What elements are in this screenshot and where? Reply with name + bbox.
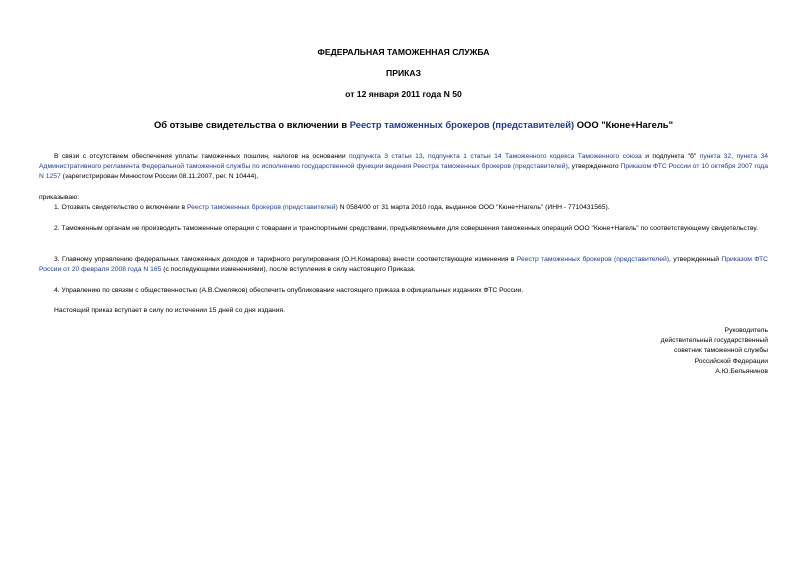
agency-heading: ФЕДЕРАЛЬНАЯ ТАМОЖЕННАЯ СЛУЖБА xyxy=(317,47,490,57)
signature-line: советник таможенной службы xyxy=(674,347,768,355)
title-text-pre: Об отзыве свидетельства о включении в xyxy=(153,119,350,130)
intro-text: В связи с отсутствием обеспечения уплаты таможенных пошлин, налогов на основании xyxy=(54,153,350,160)
item-1-paragraph xyxy=(39,203,768,213)
item-1-registry-link[interactable]: Реестр таможенных брокеров (представителей) xyxy=(186,204,338,211)
item-4-paragraph: 4. Управлению по связям с общественностью (А.В.Смеляков) обеспечить опубликование настоящего приказа в официальных изданиях ФТС России. xyxy=(54,287,524,294)
title-text-post: ООО "Кюне+Нагель" xyxy=(574,119,674,130)
title-registry-link[interactable]: Реестр таможенных брокеров (представителей) xyxy=(349,119,575,130)
intro-paragraph xyxy=(39,152,768,183)
item-2-paragraph: 2. Таможенным органам не производить таможенные операции с товарами и транспортными средствами, предъявляемыми для совершения таможенных операций ООО "Кюне+Нагель" по соответствующему свидетельству. xyxy=(54,225,759,232)
effective-date-paragraph: Настоящий приказ вступает в силу по истечении 15 дней со дня издания. xyxy=(54,307,286,314)
intro-text: , xyxy=(422,153,428,160)
item-3-block xyxy=(39,255,768,275)
item-1-block xyxy=(39,203,768,213)
signature-line: Руководитель xyxy=(724,327,768,334)
item-1-text: 1. Отозвать свидетельство о включении в xyxy=(54,204,187,211)
intro-text: и подпункта "б" xyxy=(641,153,700,160)
intro-paragraph-block xyxy=(39,152,768,183)
item-1-text: N 0584/00 от 31 марта 2010 года, выданное ООО "Кюне+Нагель" (ИНН - 7710431565). xyxy=(337,204,610,211)
item-3-text: , утвержденный xyxy=(669,256,722,263)
item-3-order-165-link[interactable]: Приказом ФТС России от 20 февраля 2008 года N 165 xyxy=(39,256,769,274)
intro-text: , утвержденного xyxy=(567,163,621,171)
item-4-block xyxy=(39,286,768,296)
item-2-block xyxy=(39,224,768,234)
item-3-paragraph xyxy=(39,255,768,275)
doc-type-heading: ПРИКАЗ xyxy=(386,68,421,78)
intro-link-order-1257[interactable]: Приказом ФТС России от 10 октября 2007 года N 1257 xyxy=(39,163,769,181)
intro-link-customs-code[interactable]: подпункта 1 статьи 14 Таможенного кодекса Таможенного союза xyxy=(427,153,642,160)
item-3-text: 3. Главному управлению федеральных таможенных доходов и тарифного регулирования (О.Н.Комарова) внести соответствующие изменения в xyxy=(54,256,517,263)
item-5-block xyxy=(39,306,768,316)
order-word: приказываю: xyxy=(39,194,80,201)
item-3-text: (с последующими изменениями), после вступления в силу настоящего Приказа. xyxy=(161,266,416,274)
intro-link-regulation[interactable]: пункта 34 Административного регламента Федеральной таможенной службы по исполнению государственной функции ведения Реестра таможенных брокеров (представителей) xyxy=(39,153,768,171)
signature-block xyxy=(661,326,768,377)
date-number-heading: от 12 января 2011 года N 50 xyxy=(345,89,462,99)
document-title xyxy=(60,119,767,131)
item-3-registry-link[interactable]: Реестр таможенных брокеров (представителей) xyxy=(516,256,669,263)
signature-line: А.Ю.Бельянинов xyxy=(715,367,768,375)
signature-line: действительный государственный xyxy=(660,337,768,345)
intro-text: (зарегистрирован Минюстом России 08.11.2007, рег. N 10444), xyxy=(60,173,259,181)
signature-line: Российской Федерации xyxy=(694,357,768,365)
intro-text: , xyxy=(731,153,737,160)
intro-link-point-32[interactable]: пункта 32 xyxy=(699,153,732,160)
order-word-block xyxy=(39,193,768,203)
intro-link-subparagraph-3[interactable]: подпункта 3 статьи 13 xyxy=(349,153,423,160)
